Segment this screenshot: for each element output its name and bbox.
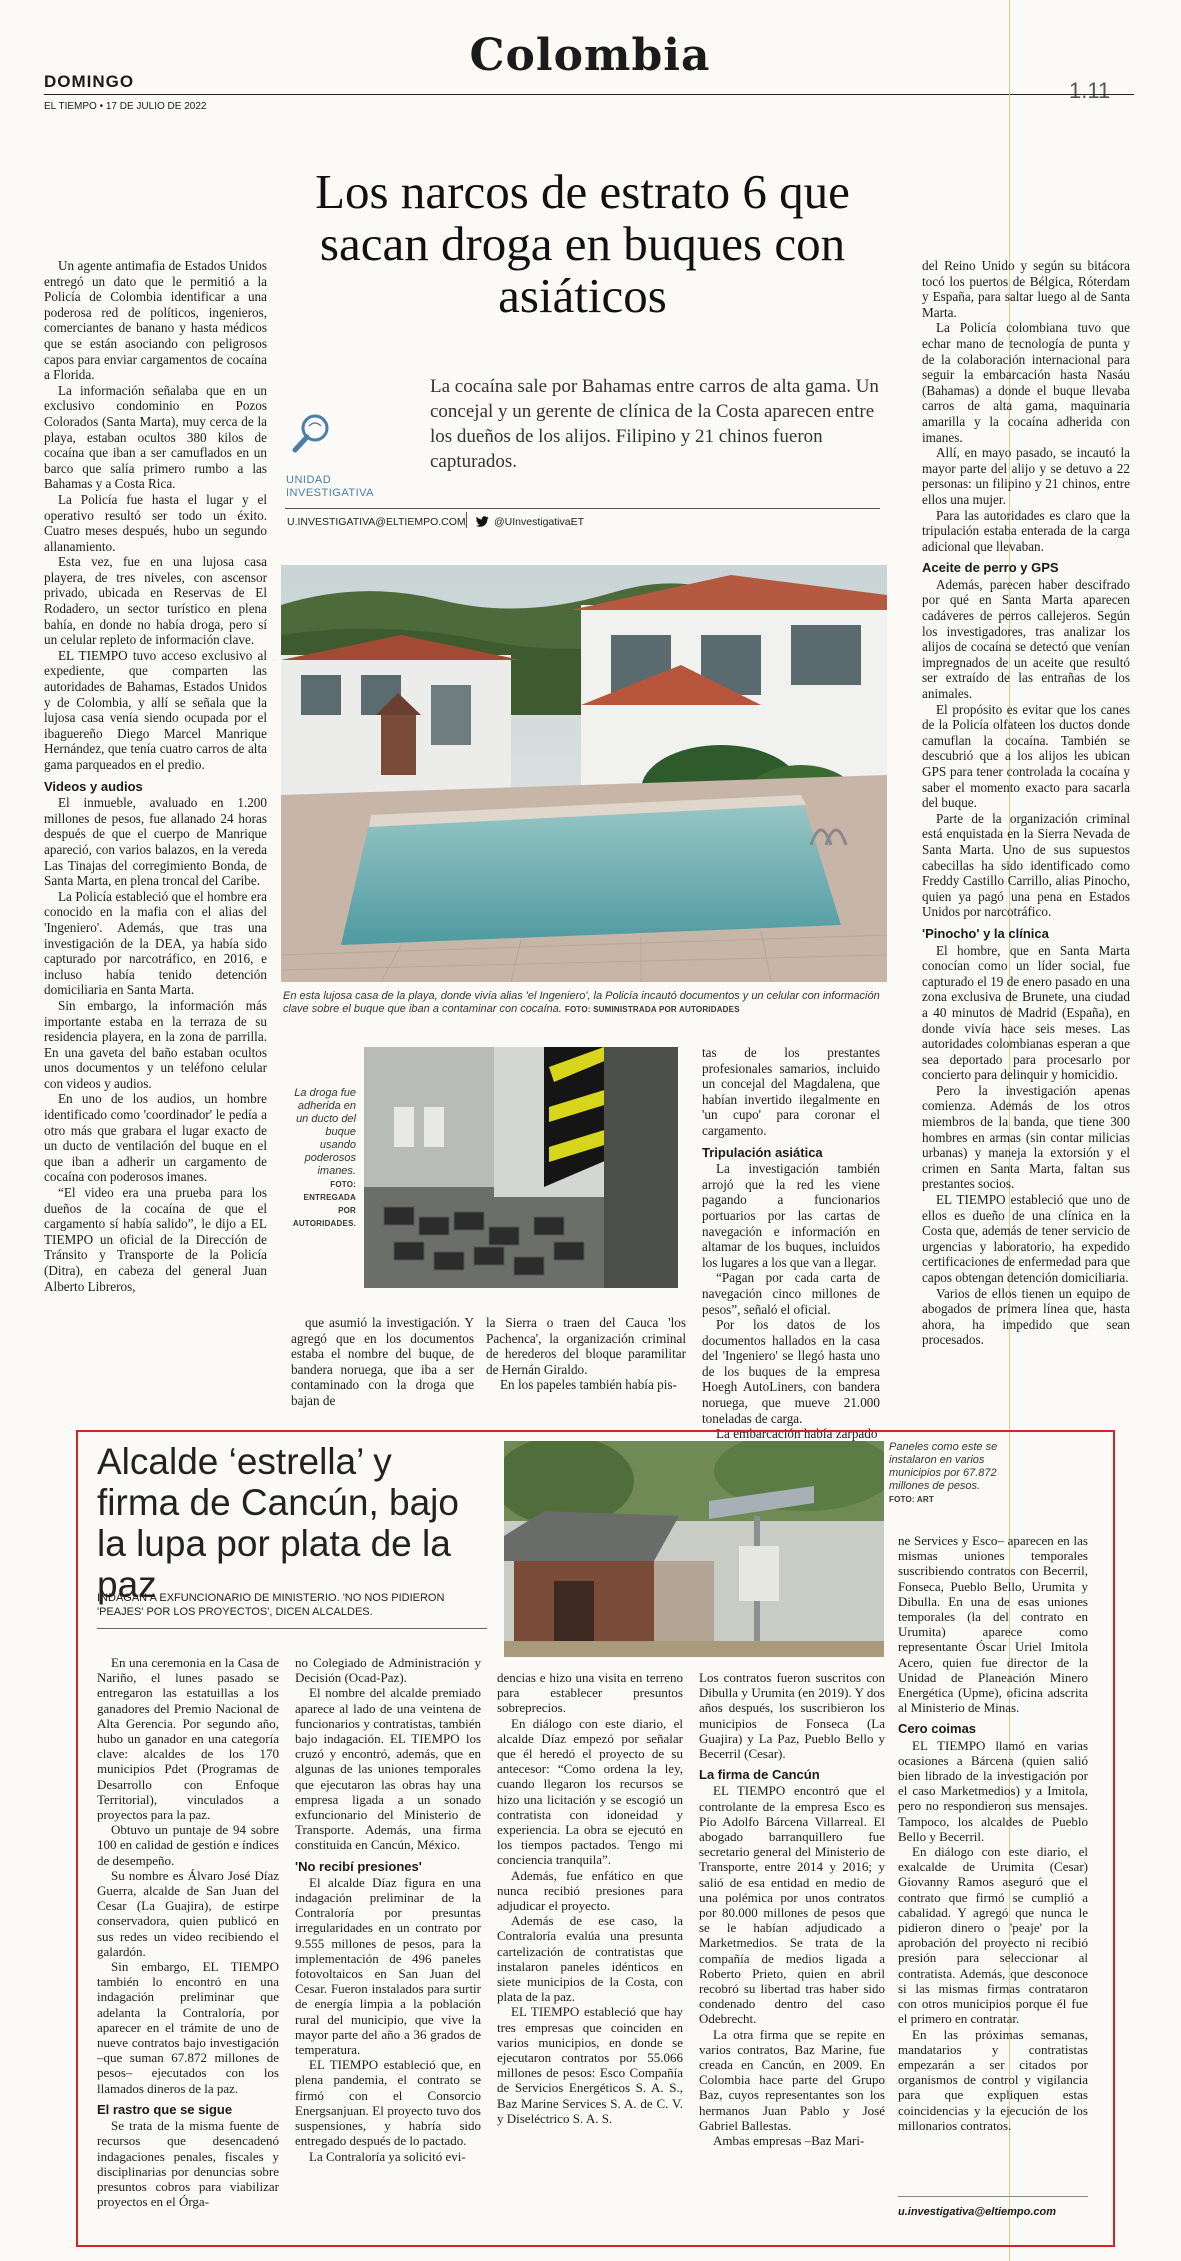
- paragraph: En una ceremonia en la Casa de Nariño, el lunes pasado se entregaron las estatuillas a los ganadores del Premio Nacional de Alta Gerencia. Por segundo año, hubo un ganador en una categoría clave: alcaldes de los 170 municipios Pdet (Programas de Desarrollo con Enfoque Territorial), vinculados a proyectos para la paz.: [97, 1655, 279, 1823]
- byline-twitter[interactable]: @UInvestigativaET: [494, 516, 585, 528]
- paragraph: La investigación también arrojó que la red les viene pagando a funcionarios portuarios por las cartas de navegación e información en altamar de los buques, incluidos los lugares a los que van a llegar.: [702, 1161, 880, 1270]
- photo-duct-caption: [290, 1087, 356, 1230]
- photo-duct-caption-text: La droga fue adherida en un ducto del buque usando poderosos imanes.: [294, 1087, 356, 1177]
- paragraph: Un agente antimafia de Estados Unidos entregó un dato que le permitió a la Policía de Colombia identificar a una poderosa red de políticos, ingenieros, comerciantes de banano y hasta médicos que se están asociando con peligrosos capos para enviar cargamentos de cocaína a Florida.: [44, 258, 267, 383]
- subhead: 'No recibí presiones': [295, 1858, 422, 1874]
- box-col-4: [699, 1670, 885, 2148]
- unit-label-line2: INVESTIGATIVA: [286, 487, 374, 499]
- paragraph: EL TIEMPO encontró que el controlante de la empresa Esco es Pío Adolfo Bárcena Villarreal. El abogado barranquillero fue secretario general del Ministerio de Transporte, entre 2014 y 2016; y salió de esa entidad en medio de una polémica por unos contratos por 80.000 millones de pesos que se le habían adjudicado a Marketmedios. Se trata de la compañía de medios ligada a Roberto Prieto, quien en abril recobró su libertad tras haber sido condenado dentro del caso Odebrecht.: [699, 1783, 885, 2027]
- box-col-2: [295, 1655, 481, 2164]
- paragraph: En diálogo con este diario, el alcalde Díaz empezó por señalar que él heredó el proyecto de su antecesor: “Como ordena la ley, cuando llegaron los recursos se hizo una licitación y se escogió un contratista con idoneidad y experiencia. La obra se ejecutó en los tiempos pactados. Tengo mi conciencia tranquila”.: [497, 1715, 683, 1868]
- main-col-b2: [486, 1315, 686, 1393]
- paragraph: El nombre del alcalde premiado aparece al lado de una veintena de funcionarios y contratistas, también bajo indagación. EL TIEMPO los cruzó y encontró, además, que en algunas de las uniones temporales que ejecutaron las obras hay una empresa ligada a un sonado exfuncionario del Ministerio de Transporte. Además, una firma constituida en Cancún, México.: [295, 1685, 481, 1853]
- subhead: La firma de Cancún: [699, 1767, 820, 1783]
- paragraph: Ambas empresas –Baz Mari-: [713, 2133, 865, 2149]
- paragraph: del Reino Unido y según su bitácora tocó los puertos de Bélgica, Róterdam y España, para saltar luego al de Santa Marta.: [922, 258, 1130, 320]
- paragraph: no Colegiado de Administración y Decisión (Ocad-Paz).: [295, 1655, 481, 1686]
- paragraph: La Policía estableció que el hombre era conocido en la mafia con el alias del 'Ingeniero'. Además, que tras una investigación de la DEA, ya había sido capturado por narcotráfico, en 2016, e incluso había tenido detención domiciliaria en Santa Marta.: [44, 888, 267, 998]
- dateline: EL TIEMPO • 17 DE JULIO DE 2022: [44, 101, 207, 112]
- byline-divider: [466, 512, 467, 528]
- photo-duct-drugs: [364, 1047, 678, 1288]
- header-rule: [44, 94, 1134, 95]
- photo-solar-caption: [889, 1441, 1007, 1506]
- byline-rule: [285, 508, 880, 509]
- main-col-b3: [702, 1045, 880, 1442]
- paragraph: Varios de ellos tienen un equipo de abogados de primera línea que, hasta ahora, ha impedido que sean procesados.: [922, 1285, 1130, 1348]
- magnifier-icon: [287, 410, 337, 460]
- paragraph: Obtuvo un puntaje de 94 sobre 100 en calidad de gestión e índices de desempeño.: [97, 1822, 279, 1868]
- paragraph: Se trata de la misma fuente de recursos que desencadenó indagaciones penales, fiscales y disciplinarias por denuncias sobre presuntos cobros para viabilizar proyectos en el Órga-: [97, 2118, 279, 2210]
- box-email[interactable]: u.investigativa@eltiempo.com: [898, 2206, 1057, 2218]
- main-headline: Los narcos de estrato 6 que sacan droga en buques con asiáticos: [315, 164, 850, 323]
- paragraph: La información señalaba que en un exclusivo condominio en Pozos Colorados (Santa Marta), muy cerca de la playa, estaban ocultos 380 kilos de cocaína que iban a ser camuflados en un barco que salía primero rumbo a las Bahamas y a Costa Rica.: [44, 382, 267, 492]
- paragraph: dencias e hizo una visita en terreno para establecer presuntos sobreprecios.: [497, 1670, 683, 1716]
- photo-beach-house-caption-text: En esta lujosa casa de la playa, donde vivía alias 'el Ingeniero', la Policía incautó documentos y un celular con información clave sobre el buque que iban a contaminar con cocaína.: [283, 990, 880, 1015]
- paragraph: El propósito es evitar que los canes de la Policía olfateen los ductos donde camuflan la cocaína. También se descubrió que a los alijos les ubican GPS para tener controlada la cocaína y saber el momento exacto para sacarla del buque.: [922, 701, 1130, 811]
- paragraph: El hombre, que en Santa Marta conocían como un líder social, fue capturado el 19 de enero pasado en una zona exclusiva de Brunete, una ciudad a 40 minutos de Madrid (España), en donde vivía hace seis meses. Las autoridades colombianas esperan a que sea deportado para procesarlo por concierto para delinquir y homicidio.: [922, 942, 1130, 1083]
- paragraph: “Pagan por cada carta de navegación cinco millones de pesos”, señaló el oficial.: [702, 1270, 880, 1317]
- main-lede: La cocaína sale por Bahamas entre carros de alta gama. Un concejal y un gerente de clínica de la Costa aparecen entre los dueños de los alijos. Filipino y 21 chinos fueron capturados.: [430, 376, 879, 472]
- subhead: 'Pinocho' y la clínica: [922, 925, 1049, 941]
- main-col-1: [44, 258, 267, 1294]
- box-col-5: [898, 1533, 1088, 2133]
- twitter-icon: [476, 515, 489, 527]
- photo-duct-credit: FOTO: ENTREGADA POR AUTORIDADES.: [292, 1180, 356, 1228]
- paragraph: En los papeles también había pis-: [500, 1377, 677, 1393]
- section-title: Colombia: [469, 30, 711, 81]
- paragraph: Además de ese caso, la Contraloría evalúa una presunta cartelización de contratistas que instalaron paneles idénticos en siete municipios de la Costa, con plata de la paz.: [497, 1913, 683, 2005]
- unit-label-line1: UNIDAD: [286, 474, 332, 486]
- subhead: Aceite de perro y GPS: [922, 560, 1059, 576]
- paragraph: la Sierra o traen del Cauca 'los Pachenca', la organización criminal de herederos del bloque paramilitar de Hernán Giraldo.: [486, 1315, 686, 1377]
- paragraph: Por los datos de los documentos hallados en la casa del 'Ingeniero' se llegó hasta uno de los buques de la empresa Hoegh AutoLiners, con bandera noruega, que mueve 21.000 toneladas de carga.: [702, 1317, 880, 1426]
- photo-solar-caption-text: Paneles como este se instalaron en varios municipios por 67.872 millones de pesos.: [889, 1441, 998, 1492]
- paragraph: EL TIEMPO estableció que, en plena pandemia, el contrato se firmó con el Consorcio Energsanjuan. El proyecto tuvo dos suspensiones, y habría sido entregado después de lo pactado.: [295, 2057, 481, 2149]
- photo-beach-house: [281, 565, 887, 982]
- paragraph: EL TIEMPO tuvo acceso exclusivo al expediente, que comparten las autoridades de Bahamas, Estados Unidos y de Colombia, y allí se señala que la lujosa casa venía siendo ocupada por el ibaguereño Diego Marcel Manrique Hernández, que tenía cuatro carros de alta gama parqueados en el predio.: [44, 647, 267, 772]
- paragraph: EL TIEMPO llamó en varias ocasiones a Bárcena (quien salió bien librado de la investigación por el caso Marketmedios) y a Imitola, pero no respondieron sus mensajes. Tampoco, los alcaldes de Pueblo Bello y Becerril.: [898, 1737, 1088, 1844]
- paragraph: El alcalde Díaz figura en una indagación preliminar de la Contraloría por presuntas irregularidades en un contrato por 9.555 millones de pesos, para la implementación de 496 paneles fotovoltaicos en San Juan del Cesar. Fueron instalados para surtir de energía limpia a la población rural del municipio, que vive la mayor parte del año a 36 grados de temperatura.: [295, 1874, 481, 2058]
- paragraph: La Contraloría ya solicitó evi-: [309, 2148, 466, 2164]
- paragraph: que asumió la investigación. Y agregó que en los documentos estaba el nombre del buque, de bandera noruega, que iba a ser contaminado con la droga que bajan de: [291, 1315, 474, 1408]
- paragraph: “El video era una prueba para los dueños de la cocaína de que el cargamento sí había salido”, le dijo a EL TIEMPO un oficial de la Dirección de Tránsito y Transporte de la Policía (Ditra), en cabeza del general Juan Alberto Libreros,: [44, 1185, 267, 1294]
- day-name: DOMINGO: [44, 72, 135, 91]
- paragraph: Esta vez, fue en una lujosa casa playera, de tres niveles, con ascensor privado, ubicada en Reservas de El Rodadero, un sector turístico en plena bahía, en donde no había droga, pero sí un celular repleto de información clave.: [44, 554, 267, 648]
- photo-beach-house-caption: [283, 990, 888, 1016]
- main-col-b1: [291, 1315, 474, 1409]
- paragraph: ne Services y Esco– aparecen en las mismas uniones temporales suscribiendo contratos con Becerril, Fonseca, Pueblo Bello, Urumita y Dibulla. En una de esas uniones temporales (la del contrato en Urumita) aparece como representante Óscar Uriel Imitola Acero, quien fue director de la Unidad de Planeación Minero Energética (Upme), oficina adscrita al Ministerio de Minas.: [898, 1533, 1088, 1716]
- paragraph: Además, parecen haber descifrado por qué en Santa Marta aparecen cadáveres de perros callejeros. Según los investigadores, tras analizar los alijos de cocaína se detectó que venían impregnados de un aceite que resultó ser extraído de las entrañas de los animales.: [922, 576, 1130, 702]
- subhead: Videos y audios: [44, 778, 143, 794]
- paragraph: Allí, en mayo pasado, se incautó la mayor parte del alijo y se detuvo a 22 personas: un filipino y 21 chinos, entre ellos una mujer.: [922, 445, 1130, 507]
- paragraph: tas de los prestantes profesionales samarios, incluido un concejal del Magdalena, que habían invertido ilegalmente en 'un cupo' para coronar el cargamento.: [702, 1045, 880, 1138]
- photo-beach-house-credit: FOTO: SUMINISTRADA POR AUTORIDADES: [564, 1005, 740, 1014]
- box-col-3: [497, 1670, 683, 2126]
- box-col-1: [97, 1655, 279, 2209]
- subhead: Tripulación asiática: [702, 1144, 823, 1160]
- unit-label: [286, 474, 374, 500]
- paragraph: EL TIEMPO estableció que uno de ellos es dueño de una clínica en la Costa que, además de tener servicio de urgencias y laboratorio, ha expedido certificaciones de enfermedad para que capos obtengan detención domiciliaria.: [922, 1192, 1130, 1285]
- paragraph: Los contratos fueron suscritos con Dibulla y Urumita (en 2019). Y dos años después, los suscribieron los municipios de Fonseca (La Guajira) y La Paz, Pueblo Bello y Becerril (Cesar).: [699, 1670, 885, 1762]
- subhead: Cero coimas: [898, 1721, 977, 1737]
- photo-solar-panels: [504, 1441, 884, 1657]
- paragraph: La Policía colombiana tuvo que echar mano de tecnología de punta y de la colaboración internacional para seguir la embarcación hasta Nasáu (Bahamas) a donde el buque llevaba carros de alta gama, maquinaria amarilla y la cocaína adherida con imanes.: [922, 320, 1130, 445]
- paragraph: El inmueble, avaluado en 1.200 millones de pesos, fue allanado 24 horas después de que el cuerpo de Manrique apareció, con varios balazos, en la vereda Las Tinajas del corregimiento Bonda, de Santa Marta, en plena troncal del Caribe.: [44, 795, 267, 889]
- box-email-rule: [898, 2196, 1088, 2197]
- photo-solar-credit: FOTO: ART: [889, 1495, 934, 1504]
- paragraph: Además, fue enfático en que nunca recibió presiones para adjudicar el proyecto.: [497, 1867, 683, 1914]
- paragraph: Su nombre es Álvaro José Díaz Guerra, alcalde de San Juan del Cesar (La Guajira), de estirpe conservadora, quien publicó en sus redes un video recibiendo el galardón.: [97, 1867, 279, 1959]
- paragraph: La embarcación había zarpado: [716, 1426, 878, 1442]
- paragraph: Sin embargo, EL TIEMPO también lo encontró en una indagación preliminar que adelanta la Contraloría, por aparecer en el trámite de uno de nueve contratos bajo investigación –que suman 67.872 millones de pesos– ejecutados con los llamados dineros de la paz.: [97, 1959, 279, 2096]
- page-number: 1.11: [1069, 78, 1111, 103]
- box-headline: Alcalde ‘estrella’ y firma de Cancún, bajo la lupa por plata de la paz: [97, 1441, 459, 1605]
- byline-email[interactable]: U.INVESTIGATIVA@ELTIEMPO.COM: [287, 516, 466, 528]
- box-deck: INDAGAN A EXFUNCIONARIO DE MINISTERIO. 'NO NOS PIDIERON 'PEAJES' POR LOS PROYECTOS', DICEN ALCALDES.: [97, 1592, 445, 1618]
- paragraph: La Policía fue hasta el lugar y el operativo resultó ser todo un éxito. Cuatro meses después, hubo un segundo allanamiento.: [44, 491, 267, 554]
- paragraph: La otra firma que se repite en varios contratos, Baz Marine, fue creada en Cancún, en 2009. En Colombia hace parte del Grupo Baz, cuyos representantes son los hermanos Juan Pablo y José Gabriel Ballestas.: [699, 2026, 885, 2133]
- main-col-4: [922, 258, 1130, 1348]
- paragraph: EL TIEMPO estableció que hay tres empresas que coinciden en varios municipios, en donde se ejecutaron contratos por 55.066 millones de pesos: Esco Compañía de Servicios Energéticos S. A. S., Baz Marine Services S. A. de C. V. y Diseléctrico S. A. S.: [497, 2004, 683, 2126]
- paragraph: En diálogo con este diario, el exalcalde de Urumita (Cesar) Giovanny Ramos aseguró que el contrato que firmó se cumplió a cabalidad. Y agregó que nunca le pidieron dinero o 'peaje' por la aprobación del proyecto ni recibió presión para seleccionar al contratista. Además, que desconoce si las mismas firmas contrataron con otros municipios porque él fue el primero en contratar.: [898, 1844, 1088, 2027]
- paragraph: En las próximas semanas, mandatarios y contratistas empezarán a ser citados por organismos de control y vigilancia para que expliquen estas coincidencias y la ejecución de los millonarios contratos.: [898, 2026, 1088, 2133]
- paragraph: Pero la investigación apenas comienza. Además de los otros miembros de la banda, que tiene 300 hombres en armas (sin contar milicias urbanas) y maneja la extorsión y el crimen en Santa Marta, faltan sus prestantes socios.: [922, 1082, 1130, 1192]
- paragraph: En uno de los audios, un hombre identificado como 'coordinador' le pedía a otro más que grabara el lugar exacto de un ducto de ventilación del buque en el que iban a adherir un cargamento de cocaína con poderosos imanes.: [44, 1091, 267, 1185]
- box-deck-rule: [97, 1628, 487, 1629]
- paragraph: Parte de la organización criminal está enquistada en la Sierra Nevada de Santa Marta. Uno de sus supuestos cabecillas ha sido identificado como Freddy Castillo Carrillo, alias Pinocho, quien ya pagó una pena en Estados Unidos por narcotráfico.: [922, 810, 1130, 920]
- paragraph: Para las autoridades es claro que la tripulación estaba enterada de la carga adicional que llevaban.: [922, 507, 1130, 554]
- subhead: El rastro que se sigue: [97, 2101, 233, 2117]
- paragraph: Sin embargo, la información más importante estaba en la terraza de su residencia playera, en la zona de parrilla. En una gaveta del baño estaban ocultos unos documentos y un teléfono celular con videos y audios.: [44, 997, 267, 1091]
